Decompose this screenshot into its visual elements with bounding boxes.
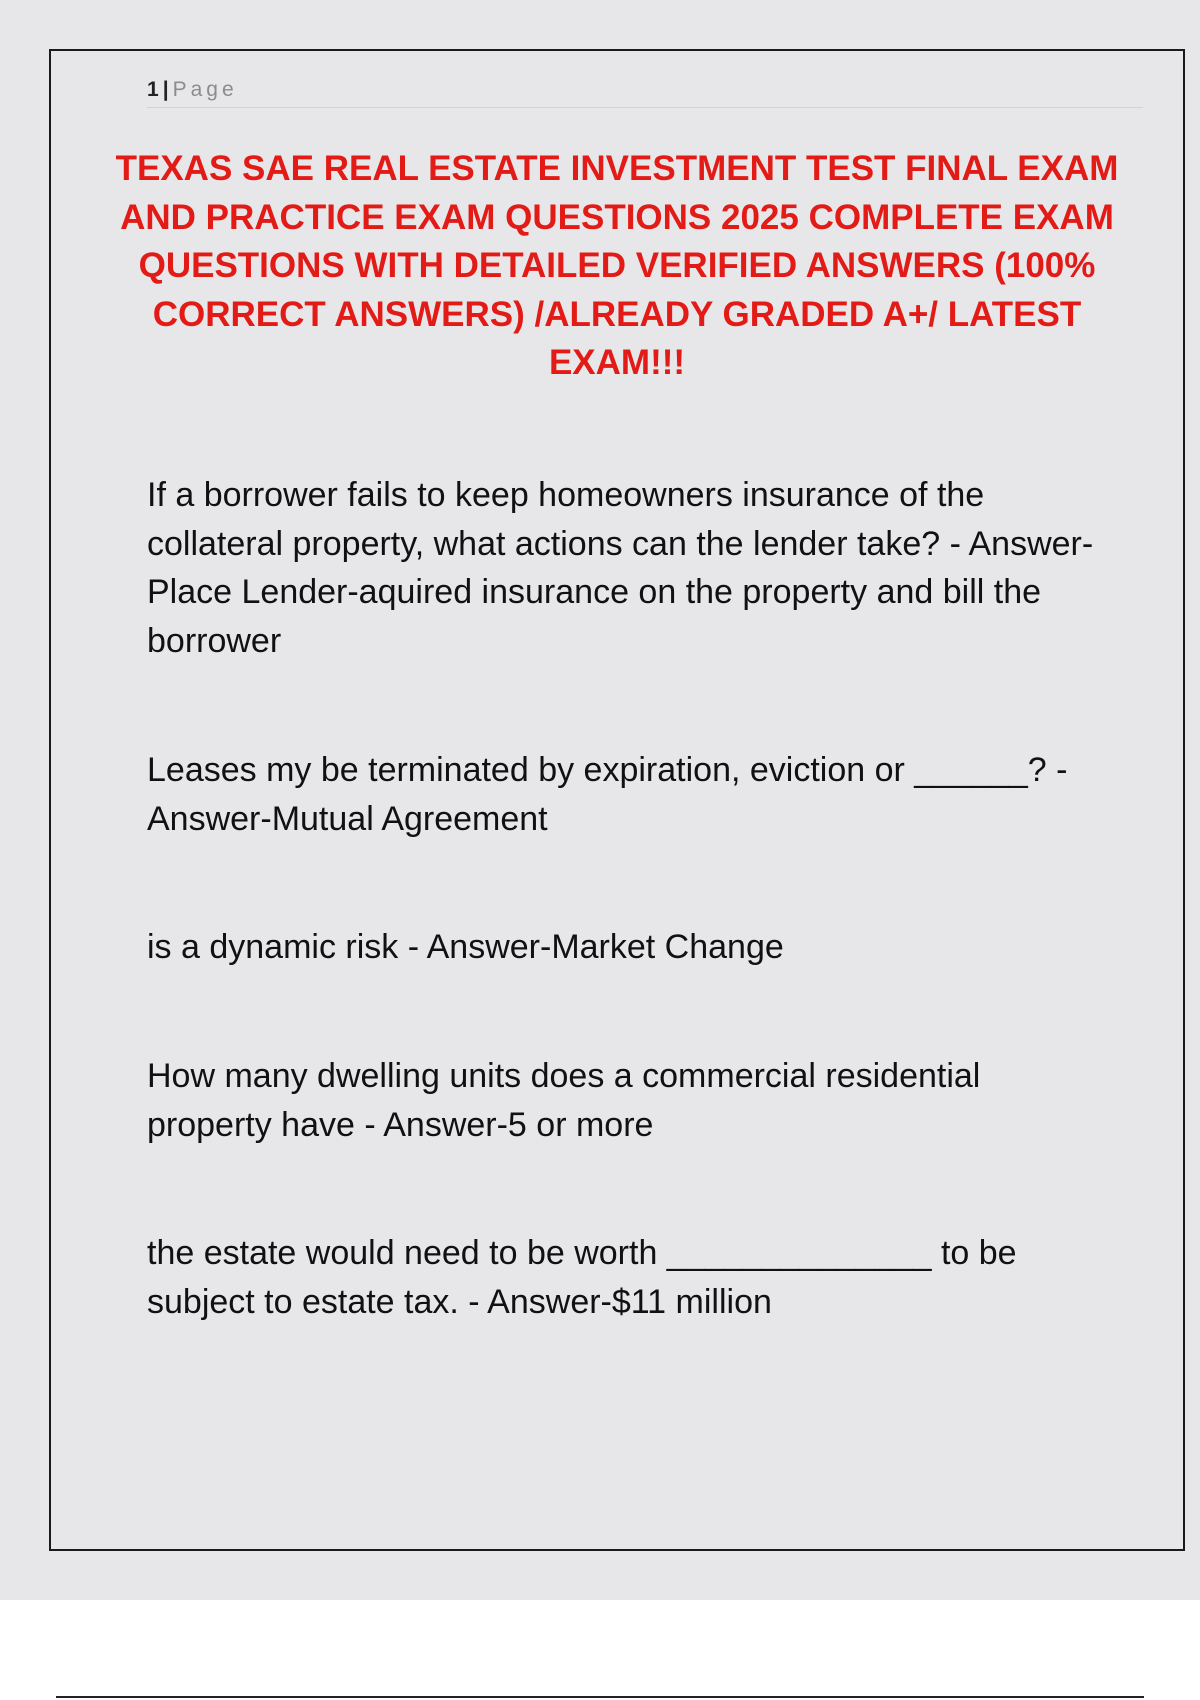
qa-item: Leases my be terminated by expiration, eviction or ______? - Answer-Mutual Agreement [147, 751, 1068, 838]
page-number: 1 [147, 78, 159, 101]
page-label: Page [172, 78, 238, 101]
qa-item: How many dwelling units does a commercial residential property have - Answer-5 or more [147, 1057, 981, 1144]
footer-divider [56, 1696, 1144, 1698]
document-title: TEXAS SAE REAL ESTATE INVESTMENT TEST FINAL EXAM AND PRACTICE EXAM QUESTIONS 2025 COMPLETE EXAM QUESTIONS WITH DETAILED VERIFIED ANSWERS (100% CORRECT ANSWERS) /ALREADY GRADED A+/ LATEST EXAM!!! [115, 149, 1119, 382]
qa-item: the estate would need to be worth ______________ to be subject to estate tax. - Answer-$11 million [147, 1234, 1017, 1321]
page-border [49, 49, 1185, 1551]
page-number-separator: | [162, 78, 169, 101]
page-header [147, 77, 1143, 108]
qa-item: If a borrower fails to keep homeowners insurance of the collateral property, what actions can the lender take? - Answer-Place Lender-aquired insurance on the property and bill the borrower [147, 476, 1094, 660]
qa-item: is a dynamic risk - Answer-Market Change [147, 928, 784, 966]
